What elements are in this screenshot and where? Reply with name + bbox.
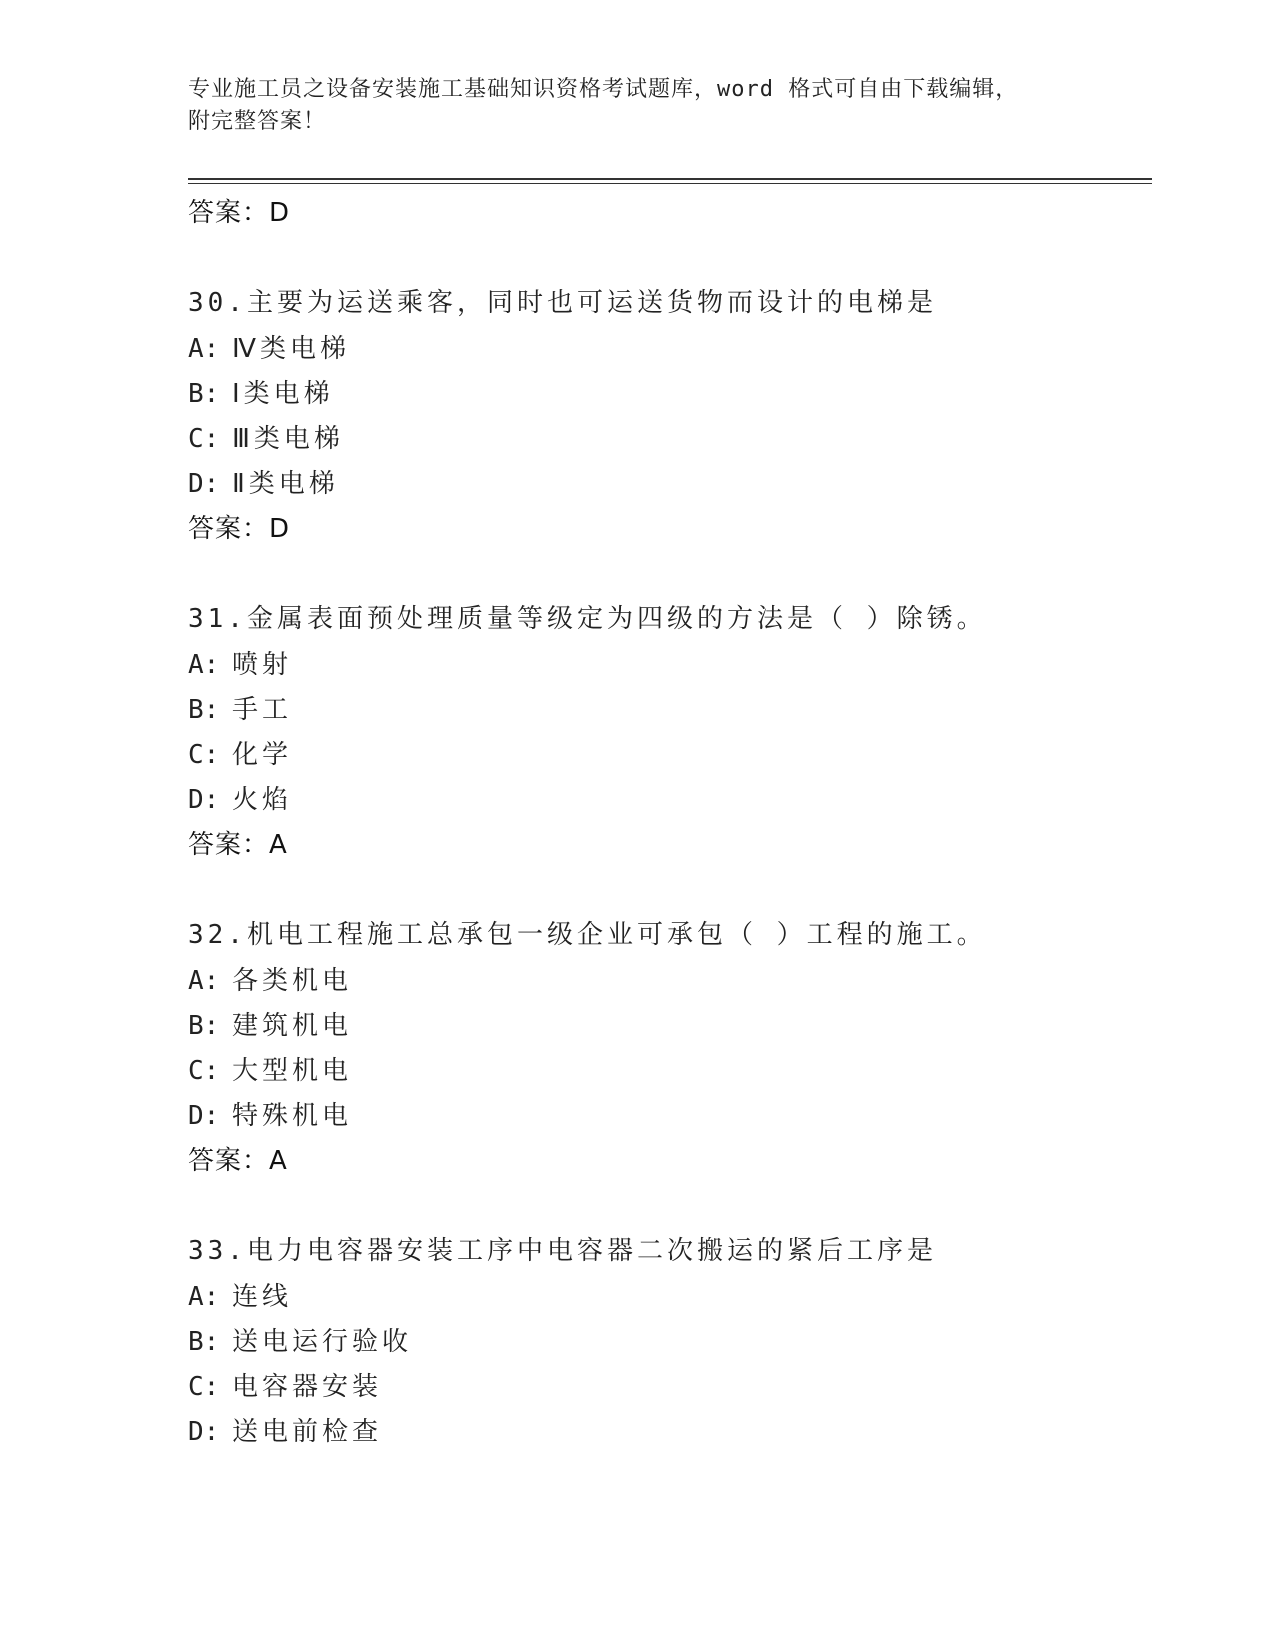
option-text: Ⅲ类电梯: [232, 423, 344, 454]
answer-value: A: [269, 1146, 288, 1176]
document-header: [188, 74, 1088, 138]
option-letter: C:: [188, 1371, 220, 1402]
header-line-2: 附完整答案！: [188, 109, 327, 134]
option-c: [188, 1048, 1152, 1093]
option-letter: D:: [188, 1416, 220, 1447]
option-text: 各类机电: [232, 965, 353, 996]
option-b: [188, 371, 1152, 416]
header-line-1: 专业施工员之设备安装施工基础知识资格考试题库，word 格式可自由下载编辑，: [188, 77, 1019, 102]
option-a: [188, 326, 1152, 371]
option-letter: B:: [188, 694, 220, 725]
option-letter: C:: [188, 1055, 220, 1086]
option-b: [188, 1003, 1152, 1048]
option-d: [188, 1409, 1152, 1454]
header-divider-thick: [188, 178, 1152, 180]
option-text: Ⅱ类电梯: [232, 468, 339, 499]
option-c: [188, 1364, 1152, 1409]
option-a: [188, 1274, 1152, 1319]
answer-line: [188, 822, 1152, 868]
option-letter: C:: [188, 423, 220, 454]
option-text: 火焰: [232, 784, 293, 815]
option-letter: D:: [188, 1100, 220, 1131]
option-letter: A:: [188, 649, 220, 680]
question-30: [188, 280, 1152, 552]
option-c: [188, 732, 1152, 777]
option-d: [188, 461, 1152, 506]
option-letter: D:: [188, 468, 220, 499]
question-32: [188, 912, 1152, 1184]
option-letter: A:: [188, 965, 220, 996]
option-text: 喷射: [232, 649, 293, 680]
option-letter: C:: [188, 739, 220, 770]
option-letter: B:: [188, 378, 220, 409]
option-a: [188, 958, 1152, 1003]
option-text: Ⅳ类电梯: [232, 333, 350, 364]
option-text: 化学: [232, 739, 293, 770]
option-text: 特殊机电: [232, 1100, 353, 1131]
option-letter: B:: [188, 1010, 220, 1041]
question-text: 30.主要为运送乘客，同时也可运送货物而设计的电梯是: [188, 288, 937, 318]
option-a: [188, 642, 1152, 687]
answer-line: [188, 506, 1152, 552]
option-text: Ⅰ类电梯: [232, 378, 334, 409]
answer-value: D: [269, 514, 291, 544]
question-31: [188, 596, 1152, 868]
option-d: [188, 777, 1152, 822]
option-text: 建筑机电: [232, 1010, 353, 1041]
option-letter: A:: [188, 1281, 220, 1312]
option-c: [188, 416, 1152, 461]
answer-value: D: [269, 198, 291, 228]
option-text: 连线: [232, 1281, 293, 1312]
option-b: [188, 687, 1152, 732]
option-text: 送电运行验收: [232, 1326, 413, 1357]
answer-line: [188, 1138, 1152, 1184]
answer-label: 答案：: [188, 514, 270, 544]
answer-label: 答案：: [188, 830, 270, 860]
option-letter: A:: [188, 333, 220, 364]
option-d: [188, 1093, 1152, 1138]
option-text: 手工: [232, 694, 293, 725]
question-text: 32.机电工程施工总承包一级企业可承包（ ）工程的施工。: [188, 920, 987, 950]
option-text: 大型机电: [232, 1055, 353, 1086]
question-text: 33.电力电容器安装工序中电容器二次搬运的紧后工序是: [188, 1236, 937, 1266]
answer-value: A: [269, 830, 288, 860]
question-text: 31.金属表面预处理质量等级定为四级的方法是（ ）除锈。: [188, 604, 987, 634]
answer-line: [188, 190, 1152, 236]
option-text: 电容器安装: [232, 1371, 383, 1402]
option-letter: B:: [188, 1326, 220, 1357]
answer-label: 答案：: [188, 1146, 270, 1176]
question-list: [188, 190, 1152, 1454]
header-divider-thin: [188, 183, 1152, 184]
option-letter: D:: [188, 784, 220, 815]
option-b: [188, 1319, 1152, 1364]
question-33: [188, 1228, 1152, 1454]
option-text: 送电前检查: [232, 1416, 383, 1447]
answer-label: 答案：: [188, 198, 270, 228]
